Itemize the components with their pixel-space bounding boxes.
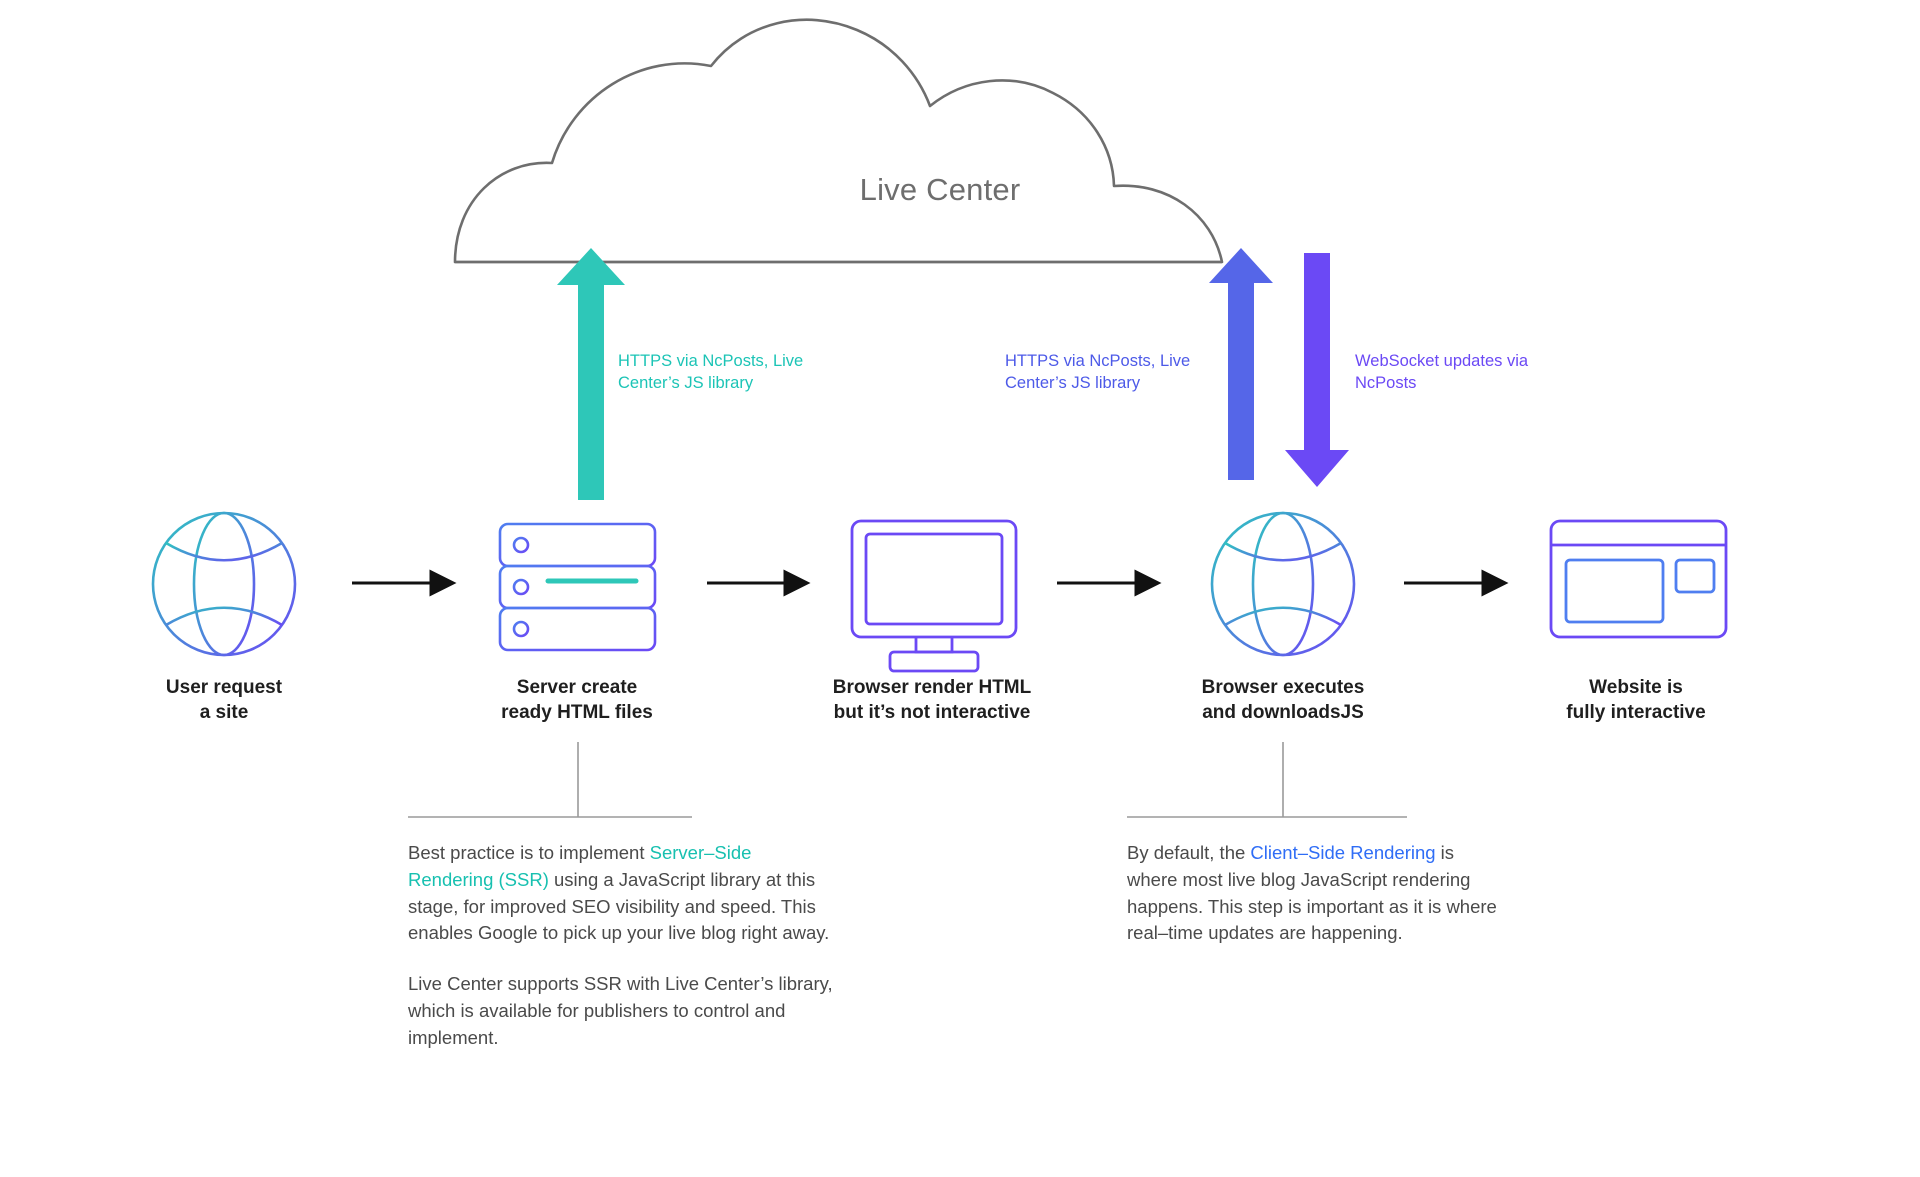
note-ssr-paragraph-2: Live Center supports SSR with Live Center’s library, which is available for publishers to control and implement. (408, 973, 833, 1048)
cloud-shape (455, 20, 1222, 262)
caption-line-1: User request (165, 677, 283, 698)
node-caption-website-interactive (1506, 676, 1766, 725)
arrow-ssr-up (557, 248, 625, 500)
arrow-websocket-down (1285, 253, 1349, 487)
note-ssr-highlight: Server–Side Rendering (SSR) (408, 842, 752, 890)
leader-line-right (1127, 742, 1407, 817)
icon-globe-user (153, 513, 295, 655)
note-csr-p1-part2: is where most live blog JavaScript rendering happens. This step is important as it is where real–time updates are happening. (1127, 842, 1497, 944)
caption-line-2: fully interactive (1566, 701, 1706, 723)
note-ssr-p1-part2: using a JavaScript library at this stage, for improved SEO visibility and speed. This enables Google to pick up your live blog right away. (408, 868, 830, 944)
icon-globe-browser (1212, 513, 1354, 655)
caption-line-2: a site (199, 701, 249, 723)
caption-line-1: Browser executes (1201, 677, 1365, 698)
note-csr-p1-part1: By default, the (1127, 842, 1251, 863)
note-csr-paragraph-1 (1127, 840, 1502, 947)
node-caption-browser-executes (1153, 676, 1413, 725)
annotation-csr-arrow: HTTPS via NcPosts, Live Center’s JS library (1005, 352, 1191, 393)
caption-line-2: and downloadsJS (1202, 701, 1364, 723)
caption-line-1: Website is (1589, 677, 1683, 698)
note-ssr-p1-part1: Best practice is to implement (408, 842, 650, 863)
cloud-label: Live Center (859, 172, 1021, 207)
leader-line-left (408, 742, 692, 817)
caption-line-1: Browser render HTML (832, 677, 1032, 698)
note-csr-highlight: Client–Side Rendering (1250, 842, 1436, 863)
note-ssr-paragraph-1 (408, 840, 833, 947)
annotation-ssr-arrow: HTTPS via NcPosts, Live Center’s JS library (618, 352, 804, 393)
icon-window (1551, 521, 1726, 637)
icon-server (500, 524, 655, 650)
node-caption-server-create (447, 676, 707, 725)
note-csr (1127, 840, 1502, 947)
caption-line-2: but it’s not interactive (833, 701, 1031, 723)
node-caption-user-request (94, 676, 354, 725)
caption-line-1: Server create (516, 677, 638, 698)
node-caption-browser-render (802, 676, 1062, 725)
note-ssr (408, 840, 833, 1052)
caption-line-2: ready HTML files (501, 701, 653, 723)
annotation-websocket-arrow: WebSocket updates via NcPosts (1355, 352, 1529, 393)
icon-monitor (852, 521, 1016, 671)
